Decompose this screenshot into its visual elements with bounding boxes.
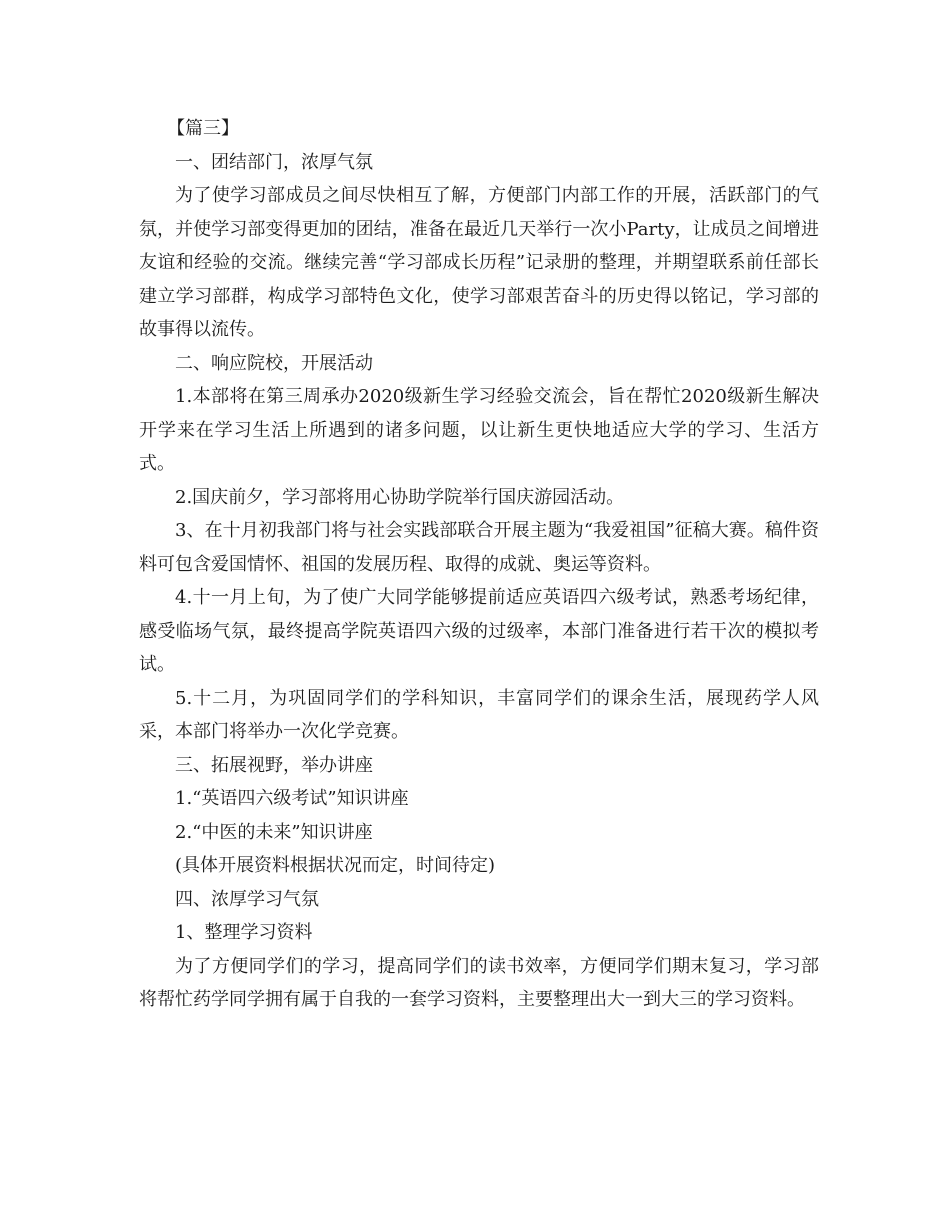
- note-schedule-tbd: (具体开展资料根据状况而定，时间待定): [175, 855, 496, 876]
- list-item-cet-lecture: 1.“英语四六级考试”知识讲座: [175, 788, 409, 809]
- section-tag: 【篇三】: [167, 118, 239, 139]
- list-item-exchange-meeting: 1.本部将在第三周承办2020级新生学习经验交流会，旨在帮忙2020级新生解决开学来在学习生活上所遇到的诸多问题，以让新生更快地适应大学的学习、生活方式。: [139, 386, 819, 474]
- list-item-national-day: 2.国庆前夕，学习部将用心协助学院举行国庆游园活动。: [175, 486, 625, 508]
- list-item-chemistry-contest: 5.十二月，为巩固同学们的学科知识，丰富同学们的课余生活，展现药学人风采，本部门将举办一次化学竞赛。: [139, 687, 819, 742]
- document-body: [139, 112, 819, 1017]
- subheading-organize-materials: 1、整理学习资料: [175, 922, 313, 943]
- paragraph-organize-materials: 为了方便同学们的学习，提高同学们的读书效率，方便同学们期末复习，学习部将帮忙药学同学拥有属于自我的一套学习资料，主要整理出大一到大三的学习资料。: [139, 955, 819, 1010]
- heading-lectures: 三、拓展视野，举办讲座: [175, 754, 373, 776]
- list-item-essay-contest: 3、在十月初我部门将与社会实践部联合开展主题为“我爱祖国”征稿大赛。稿件资料可包含爱国情怀、祖国的发展历程、取得的成就、奥运等资料。: [139, 520, 819, 575]
- list-item-tcm-lecture: 2.“中医的未来”知识讲座: [175, 821, 373, 843]
- heading-unite-department: 一、团结部门，浓厚气氛: [175, 151, 373, 173]
- list-item-mock-exam: 4.十一月上旬，为了使广大同学能够提前适应英语四六级考试，熟悉考场纪律，感受临场气氛，最终提高学院英语四六级的过级率，本部门准备进行若干次的模拟考试。: [139, 587, 819, 675]
- heading-study-atmosphere: 四、浓厚学习气氛: [175, 888, 319, 910]
- paragraph-unite-department: 为了使学习部成员之间尽快相互了解，方便部门内部工作的开展，活跃部门的气氛，并使学习部变得更加的团结，准备在最近几天举行一次小Party，让成员之间增进友谊和经验的交流。继续完善“学习部成长历程”记录册的整理，并期望联系前任部长建立学习部群，构成学习部特色文化，使学习部艰苦奋斗的历史得以铭记，学习部的故事得以流传。: [139, 185, 819, 340]
- heading-respond-activities: 二、响应院校，开展活动: [175, 352, 373, 374]
